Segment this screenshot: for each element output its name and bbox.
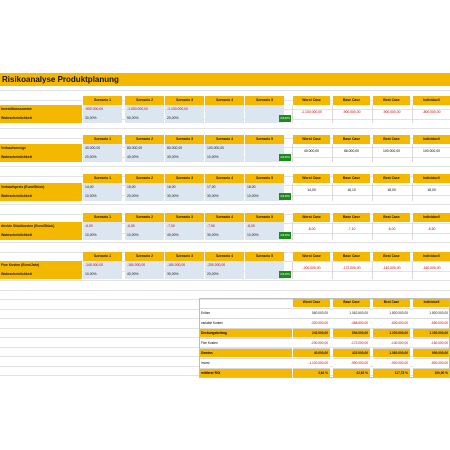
probability-input[interactable]: 50,00% — [125, 114, 164, 123]
case-result: 18,00 — [427, 188, 436, 192]
scenario-header: Szenario 1 — [83, 96, 122, 105]
summary-value: 117,78 % — [373, 368, 410, 377]
value-input[interactable]: -7,50 — [205, 222, 244, 231]
case-result: -160.000,00 — [422, 266, 441, 270]
gridline — [0, 290, 450, 291]
case-result: -200.000,00 — [302, 266, 321, 270]
summary-value: 3,64 % — [293, 368, 330, 377]
probability-input[interactable]: 30,00% — [165, 270, 204, 279]
value-input[interactable]: -180.000,00 — [165, 261, 204, 270]
probability-input[interactable]: 20,00% — [165, 114, 204, 123]
probability-label: Wahrscheinlichkeit — [0, 192, 82, 201]
case-header: Worst Case — [293, 96, 330, 105]
summary-header: Base Case — [333, 298, 370, 307]
scenario-header: Szenario 4 — [205, 213, 244, 222]
column-divider — [372, 105, 373, 123]
value-input[interactable]: -200.000,00 — [205, 261, 244, 270]
probability-input[interactable]: 30,00% — [83, 114, 122, 123]
gridline — [0, 280, 450, 281]
case-result: -8,50 — [427, 227, 436, 231]
case-header: Base Case — [333, 174, 370, 183]
case-result: -7,10 — [347, 227, 356, 231]
sheet-title — [0, 73, 450, 86]
scenario-header: Szenario 4 — [205, 252, 244, 261]
summary-value: 1.060.000,00 — [373, 348, 410, 357]
column-divider — [332, 183, 333, 201]
summary-value: 1.062.600,00 — [333, 308, 370, 317]
column-divider — [332, 261, 333, 279]
summary-value: -800.000,00 — [413, 358, 450, 367]
case-result: 66.000,00 — [343, 149, 360, 153]
summary-row-label: Deckungsbeitrag — [199, 328, 292, 337]
summary-value: 1.800.000,00 — [373, 308, 410, 317]
value-input[interactable]: 80.000,00 — [165, 144, 204, 153]
case-result: -900.000,00 — [382, 110, 401, 114]
case-header: Best Case — [373, 96, 410, 105]
probability-input[interactable]: 10,00% — [83, 192, 122, 201]
column-divider — [292, 183, 293, 201]
case-result: 40.000,00 — [303, 149, 320, 153]
scenario-header: Szenario 2 — [125, 213, 164, 222]
value-input[interactable]: -1.000.000,00 — [125, 105, 164, 114]
column-divider — [412, 222, 413, 240]
summary-value: -320.000,00 — [293, 318, 330, 327]
case-header: Best Case — [373, 135, 410, 144]
summary-header-spacer — [199, 298, 292, 307]
column-divider — [332, 222, 333, 240]
summary-row-label: Invest — [199, 358, 292, 367]
summary-value: 40.000,00 — [293, 348, 330, 357]
scenario-header: Szenario 5 — [245, 135, 284, 144]
case-header: Base Case — [333, 252, 370, 261]
probability-input[interactable]: 30,00% — [165, 153, 204, 162]
scenario-header: Szenario 2 — [125, 135, 164, 144]
column-divider — [372, 222, 373, 240]
summary-row-label: mittlerer ROI — [199, 368, 292, 377]
summary-value: 1.200.000,00 — [373, 328, 410, 337]
case-header: Individuell — [413, 135, 450, 144]
value-input[interactable] — [245, 261, 284, 270]
scenario-header: Szenario 1 — [83, 174, 122, 183]
column-divider — [412, 261, 413, 279]
case-result: -172.000,00 — [342, 266, 361, 270]
value-input[interactable]: 18,00 — [245, 183, 284, 192]
summary-value: -140.000,00 — [373, 338, 410, 347]
summary-header: Worst Case — [293, 298, 330, 307]
scenario-header: Szenario 4 — [205, 174, 244, 183]
probability-input[interactable]: 40,00% — [165, 231, 204, 240]
case-header: Worst Case — [293, 213, 330, 222]
value-input[interactable] — [205, 105, 244, 114]
case-result: 16,10 — [347, 188, 356, 192]
column-divider — [412, 183, 413, 201]
probability-label: Wahrscheinlichkeit — [0, 114, 82, 123]
case-result: 14,00 — [307, 188, 316, 192]
case-result: -6,00 — [387, 227, 396, 231]
header-spacer — [0, 174, 82, 183]
case-result: 18,00 — [387, 188, 396, 192]
row-label: Verkaufsmenge — [0, 144, 82, 153]
summary-value: 1.150.000,00 — [413, 328, 450, 337]
header-spacer — [0, 135, 82, 144]
probability-total-badge: 100,00% — [280, 117, 290, 120]
column-divider — [332, 144, 333, 162]
case-header: Best Case — [373, 174, 410, 183]
probability-total-badge: 100,00% — [280, 234, 290, 237]
summary-row-label: variable Kosten — [199, 318, 292, 327]
summary-value: 594.000,00 — [333, 328, 370, 337]
row-label: direkte Stückkosten (Euro/Stück) — [0, 222, 82, 231]
column-divider — [412, 105, 413, 123]
summary-value: -160.000,00 — [413, 338, 450, 347]
value-input[interactable]: -7,00 — [165, 222, 204, 231]
case-header: Worst Case — [293, 135, 330, 144]
case-result: -140.000,00 — [382, 266, 401, 270]
value-input[interactable]: -1.100.000,00 — [165, 105, 204, 114]
summary-row-label: Gewinn — [199, 348, 292, 357]
column-divider — [372, 261, 373, 279]
scenario-header: Szenario 5 — [245, 252, 284, 261]
case-header: Worst Case — [293, 174, 330, 183]
probability-input[interactable]: 10,00% — [83, 231, 122, 240]
value-input[interactable]: -900.000,00 — [83, 105, 122, 114]
column-divider — [292, 261, 293, 279]
summary-value: -900.000,00 — [373, 358, 410, 367]
scenario-header: Szenario 3 — [165, 252, 204, 261]
column-divider — [292, 222, 293, 240]
gridline — [0, 166, 450, 167]
case-result: -8,00 — [307, 227, 316, 231]
probability-total-badge: 100,00% — [280, 156, 290, 159]
scenario-header: Szenario 4 — [205, 96, 244, 105]
summary-value: -200.000,00 — [293, 338, 330, 347]
value-input[interactable]: 40.000,00 — [83, 144, 122, 153]
scenario-header: Szenario 1 — [83, 135, 122, 144]
value-input[interactable]: -160.000,00 — [125, 261, 164, 270]
case-header: Base Case — [333, 213, 370, 222]
column-divider — [292, 105, 293, 123]
summary-value: 42,63 % — [333, 368, 370, 377]
scenario-header: Szenario 3 — [165, 135, 204, 144]
column-divider — [372, 183, 373, 201]
scenario-header: Szenario 2 — [125, 96, 164, 105]
value-input[interactable] — [245, 105, 284, 114]
header-spacer — [0, 252, 82, 261]
probability-label: Wahrscheinlichkeit — [0, 231, 82, 240]
value-input[interactable] — [245, 144, 284, 153]
summary-value: -1.100.000,00 — [293, 358, 330, 367]
gridline — [0, 90, 450, 91]
summary-value: -990.000,00 — [333, 358, 370, 367]
case-header: Worst Case — [293, 252, 330, 261]
value-input[interactable]: -6,50 — [125, 222, 164, 231]
column-divider — [332, 105, 333, 123]
value-input[interactable]: -140.000,00 — [83, 261, 122, 270]
scenario-header: Szenario 5 — [245, 96, 284, 105]
case-header: Best Case — [373, 213, 410, 222]
summary-value: -650.000,00 — [413, 318, 450, 327]
scenario-header: Szenario 5 — [245, 213, 284, 222]
scenario-header: Szenario 1 — [83, 252, 122, 261]
probability-input[interactable]: 20,00% — [125, 192, 164, 201]
scenario-header: Szenario 4 — [205, 135, 244, 144]
probability-input[interactable]: 40,00% — [125, 153, 164, 162]
case-header: Individuell — [413, 213, 450, 222]
probability-label: Wahrscheinlichkeit — [0, 153, 82, 162]
probability-input[interactable] — [205, 114, 244, 123]
column-divider — [292, 144, 293, 162]
summary-value: 1.800.000,00 — [413, 308, 450, 317]
header-spacer — [0, 96, 82, 105]
case-header: Best Case — [373, 252, 410, 261]
probability-input[interactable]: 10,00% — [245, 231, 284, 240]
value-input[interactable]: 15,00 — [125, 183, 164, 192]
summary-value: -600.000,00 — [373, 318, 410, 327]
scenario-header: Szenario 3 — [165, 174, 204, 183]
sheet-title-text: Risikoanalyse Produktplanung — [2, 75, 119, 84]
case-header: Base Case — [333, 96, 370, 105]
value-input[interactable]: 17,00 — [205, 183, 244, 192]
summary-value: 240.000,00 — [293, 328, 330, 337]
gridline — [0, 204, 450, 205]
summary-value: 990.000,00 — [413, 348, 450, 357]
case-result: -900.000,00 — [342, 110, 361, 114]
value-input[interactable]: -8,00 — [245, 222, 284, 231]
probability-input[interactable]: 10,00% — [245, 192, 284, 201]
probability-label: Wahrscheinlichkeit — [0, 270, 82, 279]
case-header: Base Case — [333, 135, 370, 144]
case-header: Individuell — [413, 252, 450, 261]
case-result: -1.100.000,00 — [301, 110, 322, 114]
probability-input[interactable]: 10,00% — [205, 153, 244, 162]
summary-header: Best Case — [373, 298, 410, 307]
case-result: 100.000,00 — [423, 149, 440, 153]
probability-input[interactable]: 30,00% — [205, 192, 244, 201]
row-label: Fixe Kosten (Euro/Jahr) — [0, 261, 82, 270]
header-spacer — [0, 213, 82, 222]
summary-value: 560.000,00 — [293, 308, 330, 317]
case-result: 100.000,00 — [383, 149, 400, 153]
scenario-header: Szenario 3 — [165, 96, 204, 105]
scenario-header: Szenario 5 — [245, 174, 284, 183]
value-input[interactable]: 80.000,00 — [125, 144, 164, 153]
value-input[interactable]: 100.000,00 — [205, 144, 244, 153]
value-input[interactable]: -6,00 — [83, 222, 122, 231]
probability-input[interactable]: 20,00% — [205, 270, 244, 279]
summary-row-label: Erlöse — [199, 308, 292, 317]
summary-value: 422.000,00 — [333, 348, 370, 357]
gridline — [0, 242, 450, 243]
row-label: Investitionssumme — [0, 105, 82, 114]
scenario-header: Szenario 3 — [165, 213, 204, 222]
probability-input[interactable]: 10,00% — [125, 231, 164, 240]
scenario-header: Szenario 1 — [83, 213, 122, 222]
gridline — [0, 128, 450, 129]
value-input[interactable]: 14,00 — [83, 183, 122, 192]
summary-value: -468.600,00 — [333, 318, 370, 327]
case-header: Individuell — [413, 174, 450, 183]
column-divider — [372, 144, 373, 162]
probability-input[interactable]: 20,00% — [83, 153, 122, 162]
probability-total-badge: 100,00% — [280, 195, 290, 198]
value-input[interactable]: 16,00 — [165, 183, 204, 192]
row-label: Verkaufspreis (Euro/Stück) — [0, 183, 82, 192]
case-header: Individuell — [413, 96, 450, 105]
probability-input[interactable]: 40,00% — [125, 270, 164, 279]
scenario-header: Szenario 2 — [125, 174, 164, 183]
probability-input[interactable]: 10,00% — [83, 270, 122, 279]
case-result: -800.000,00 — [422, 110, 441, 114]
probability-input[interactable]: 30,00% — [205, 231, 244, 240]
summary-value: 100,00 % — [413, 368, 450, 377]
probability-input[interactable]: 30,00% — [165, 192, 204, 201]
column-divider — [412, 144, 413, 162]
summary-value: -172.000,00 — [333, 338, 370, 347]
summary-row-label: Fixe Kosten — [199, 338, 292, 347]
scenario-header: Szenario 2 — [125, 252, 164, 261]
summary-header: Individuell — [413, 298, 450, 307]
probability-total-badge: 100,00% — [280, 273, 290, 276]
